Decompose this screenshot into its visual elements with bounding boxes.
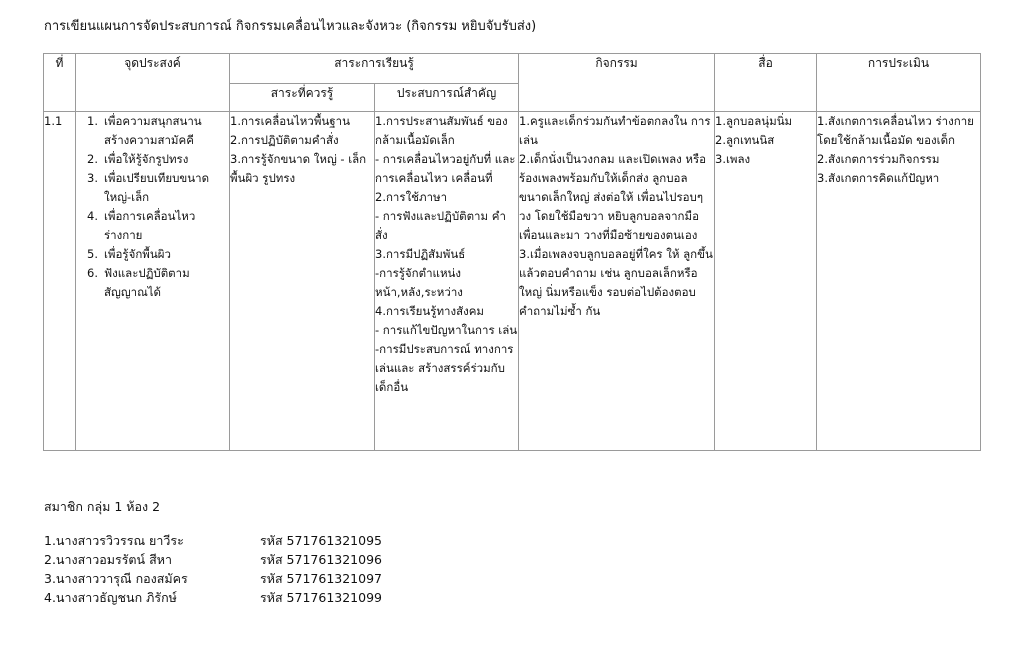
objective-item: 1. เพื่อความสนุกสนาน สร้างความสามัคคี (87, 114, 202, 147)
header-content: สาระการเรียนรู้ (230, 54, 519, 84)
activity-item: 2.เด็กนั่งเป็นวงกลม และเปิดเพลง หรือร้องเพลงพร้อมกับให้เด็กส่ง ลูกบอลขนาดเล็กใหญ่ ส่งต่อให้ เพื่อนไปรอบๆวง โดยใช้มือขวา หยิบลูกบอลจากมือเพื่อนและมา วางที่มือซ้ายของตนเอง (519, 152, 707, 242)
page-title: การเขียนแผนการจัดประสบการณ์ กิจกรรมเคลื่อนไหวและจังหวะ (กิจกรรม หยิบจับรับส่ง) (44, 19, 537, 34)
experience-item: -การรู้จักตำแหน่ง หน้า,หลัง,ระหว่าง (375, 266, 463, 299)
experience-item: -การมีประสบการณ์ ทางการเล่นและ สร้างสรรค์ร่วมกับเด็กอื่น (375, 342, 514, 394)
objective-item: 2. เพื่อให้รู้จักรูปทรง (87, 152, 189, 166)
activity-item: 3.เมื่อเพลงจบลูกบอลอยู่ที่ใคร ให้ ลูกขึ้นแล้วตอบคำถาม เช่น ลูกบอลเล็กหรือใหญ่ นิ่มหรือแข็ง รอบต่อไปต้องตอบคำถามไม่ซ้ำ กัน (519, 247, 713, 318)
objective-item: 3. เพื่อเปรียบเทียบขนาด ใหญ่-เล็ก (87, 171, 210, 204)
row-number: 1.1 (44, 112, 76, 451)
member-row (44, 551, 382, 569)
activity-cell (519, 112, 715, 451)
member-row (44, 570, 382, 588)
header-evaluation: การประเมิน (817, 54, 981, 112)
header-activity: กิจกรรม (519, 54, 715, 112)
key-experience-cell (375, 112, 519, 451)
member-name: 3.นางสาววารุณี กองสมัคร (44, 571, 188, 586)
member-name: 4.นางสาวธัญชนก ภิรักษ์ (44, 590, 177, 605)
content-item: 3.การรู้จักขนาด ใหญ่ - เล็ก พื้นผิว รูปทรง (230, 152, 367, 185)
header-no: ที่ (44, 54, 76, 112)
objective-item: 6. ฟังและปฏิบัติตาม สัญญาณได้ (87, 266, 190, 299)
experience-item: - การเคลื่อนไหวอยู่กับที่ และการเคลื่อนไหว เคลื่อนที่ (375, 152, 516, 185)
experience-item: - การแก้ไขปัญหาในการ เล่น (375, 323, 518, 337)
lesson-plan-table (43, 53, 981, 451)
objective-item: 5. เพื่อรู้จักพื้นผิว (87, 247, 171, 261)
media-item: 1.ลูกบอลนุ่มนิ่ม (715, 114, 793, 128)
content-item: 1.การเคลื่อนไหวพื้นฐาน (230, 114, 350, 128)
member-row (44, 589, 382, 607)
experience-item: 2.การใช้ภาษา (375, 190, 448, 204)
evaluation-item: 1.สังเกตการเคลื่อนไหว ร่างกาย โดยใช้กล้ามเนื้อมัด ของเด็ก (817, 114, 974, 147)
evaluation-item: 3.สังเกตการคิดแก้ปัญหา (817, 171, 940, 185)
experience-item: - การฟังและปฏิบัติตาม คำสั่ง (375, 209, 506, 242)
header-content-should-know: สาระที่ควรรู้ (230, 84, 375, 112)
member-name: 1.นางสาวรวิวรรณ ยาวีระ (44, 533, 184, 548)
header-objective: จุดประสงค์ (76, 54, 230, 112)
experience-item: 1.การประสานสัมพันธ์ ของกล้ามเนื้อมัดเล็ก (375, 114, 508, 147)
evaluation-cell (817, 112, 981, 451)
member-row (44, 532, 382, 550)
media-item: 3.เพลง (715, 152, 751, 166)
members-title: สมาชิก กลุ่ม 1 ห้อง 2 (44, 499, 161, 514)
member-code: รหัส 571761321097 (260, 571, 382, 586)
member-code: รหัส 571761321099 (260, 590, 382, 605)
experience-item: 3.การมีปฏิสัมพันธ์ (375, 247, 466, 261)
evaluation-item: 2.สังเกตการร่วมกิจกรรม (817, 152, 940, 166)
objectives-list (78, 112, 229, 302)
objective-item: 4. เพื่อการเคลื่อนไหว ร่างกาย (87, 209, 196, 242)
activity-item: 1.ครูและเด็กร่วมกันทำข้อตกลงใน การเล่น (519, 114, 711, 147)
member-code: รหัส 571761321095 (260, 533, 382, 548)
content-item: 2.การปฏิบัติตามคำสั่ง (230, 133, 339, 147)
media-cell (715, 112, 817, 451)
header-media: สื่อ (715, 54, 817, 112)
member-name: 2.นางสาวอมรรัตน์ สีหา (44, 552, 172, 567)
experience-item: 4.การเรียนรู้ทางสังคม (375, 304, 485, 318)
content-should-know-cell (230, 112, 375, 451)
media-item: 2.ลูกเทนนิส (715, 133, 775, 147)
header-key-experience: ประสบการณ์สำคัญ (375, 84, 519, 112)
member-code: รหัส 571761321096 (260, 552, 382, 567)
